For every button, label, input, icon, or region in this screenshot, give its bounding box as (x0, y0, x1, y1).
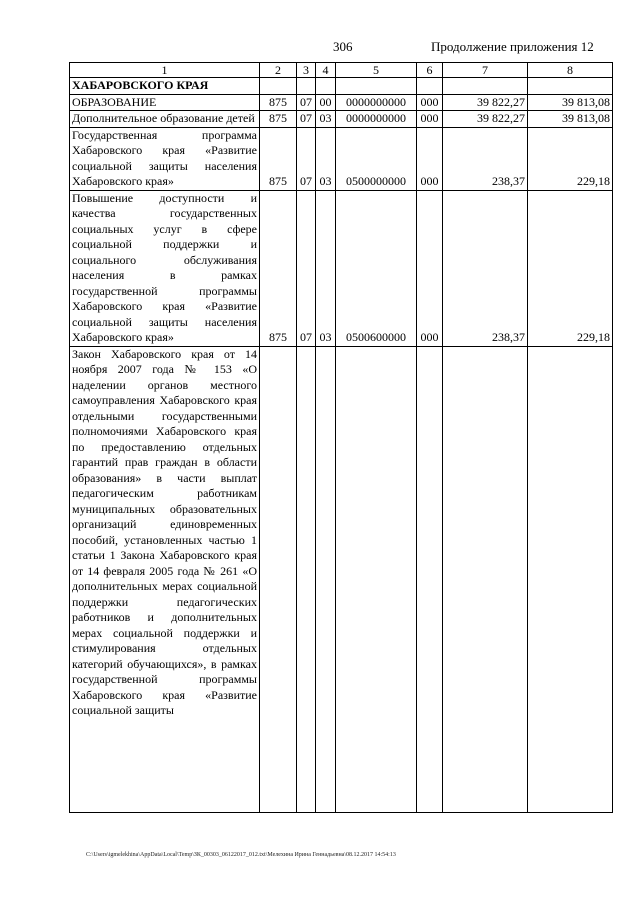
row-name: Государственная программа Хабаровского края «Развитие социальной защиты населения Хабаровского края» (70, 127, 260, 190)
header-col-5: 5 (336, 63, 417, 78)
row-sum-1 (443, 346, 528, 812)
row-ministry-code: 875 (260, 127, 297, 190)
row-type-code: 000 (417, 111, 443, 128)
row-subsection-code: 03 (316, 127, 336, 190)
row-subsection-code: 03 (316, 190, 336, 346)
row-name: Повышение доступности и качества государственных социальных услуг в сфере социальной поддержки и социального обслуживания населения в рамках государственной программы Хабаровского края «Развитие социальной защиты населения Хабаровского края» (70, 190, 260, 346)
row-sum-2: 229,18 (528, 190, 613, 346)
row-type-code (417, 346, 443, 812)
row-sum-1: 39 822,27 (443, 111, 528, 128)
row-sum-1: 238,37 (443, 190, 528, 346)
row-subsection-code: 00 (316, 94, 336, 111)
row-name: ОБРАЗОВАНИЕ (70, 94, 260, 111)
appendix-continuation-label: Продолжение приложения 12 (431, 39, 594, 54)
row-sum-1: 39 822,27 (443, 94, 528, 111)
row-target-code: 0500600000 (336, 190, 417, 346)
row-sum-2: 39 813,08 (528, 111, 613, 128)
header-col-1: 1 (70, 63, 260, 78)
row-sum-2: 229,18 (528, 127, 613, 190)
section-title: ХАБАРОВСКОГО КРАЯ (70, 78, 260, 95)
row-section-code (297, 346, 316, 812)
budget-table (69, 62, 613, 813)
row-ministry-code (260, 346, 297, 812)
header-col-4: 4 (316, 63, 336, 78)
table-row (70, 346, 613, 812)
row-target-code (336, 346, 417, 812)
row-section-code: 07 (297, 111, 316, 128)
row-name: Закон Хабаровского края от 14 ноября 2007 года № 153 «О наделении органов местного самоуправления Хабаровского края отдельными государственными полномочиями Хабаровского края по предоставлению отдельных гарантий прав граждан в области образования» в части выплат педагогическим работникам муниципальных образовательных организаций единовременных пособий, установленных частью 1 статьи 1 Закона Хабаровского края от 14 февраля 2005 года № 261 «О дополнительных мерах социальной поддержки педагогических работников и дополнительных мерах социальной поддержки и стимулирования отдельных категорий обучающихся», в рамках государственной программы Хабаровского края «Развитие социальной защиты (70, 346, 260, 812)
row-type-code: 000 (417, 127, 443, 190)
header-col-3: 3 (297, 63, 316, 78)
footer-file-path: C:\Users\igmelekhina\AppData\Local\Temp\ЗК_00303_06122017_012.txt\Мелехина Ирина Геннадьевна\08.12.2017 14:54:13 (86, 852, 396, 858)
header-col-8: 8 (528, 63, 613, 78)
row-target-code: 0500000000 (336, 127, 417, 190)
row-type-code: 000 (417, 94, 443, 111)
table-row (70, 190, 613, 346)
row-section-code: 07 (297, 94, 316, 111)
row-subsection-code: 03 (316, 111, 336, 128)
row-sum-1: 238,37 (443, 127, 528, 190)
section-title-row (70, 78, 613, 95)
table-row (70, 111, 613, 128)
header-col-7: 7 (443, 63, 528, 78)
row-target-code: 0000000000 (336, 94, 417, 111)
row-section-code: 07 (297, 127, 316, 190)
row-ministry-code: 875 (260, 94, 297, 111)
table-row (70, 127, 613, 190)
row-type-code: 000 (417, 190, 443, 346)
row-target-code: 0000000000 (336, 111, 417, 128)
row-ministry-code: 875 (260, 111, 297, 128)
table-row (70, 94, 613, 111)
page-number: 306 (333, 39, 353, 54)
header-col-2: 2 (260, 63, 297, 78)
row-ministry-code: 875 (260, 190, 297, 346)
row-sum-2 (528, 346, 613, 812)
header-col-6: 6 (417, 63, 443, 78)
row-section-code: 07 (297, 190, 316, 346)
row-name: Дополнительное образование детей (70, 111, 260, 128)
row-sum-2: 39 813,08 (528, 94, 613, 111)
header-row (70, 63, 613, 78)
row-subsection-code (316, 346, 336, 812)
